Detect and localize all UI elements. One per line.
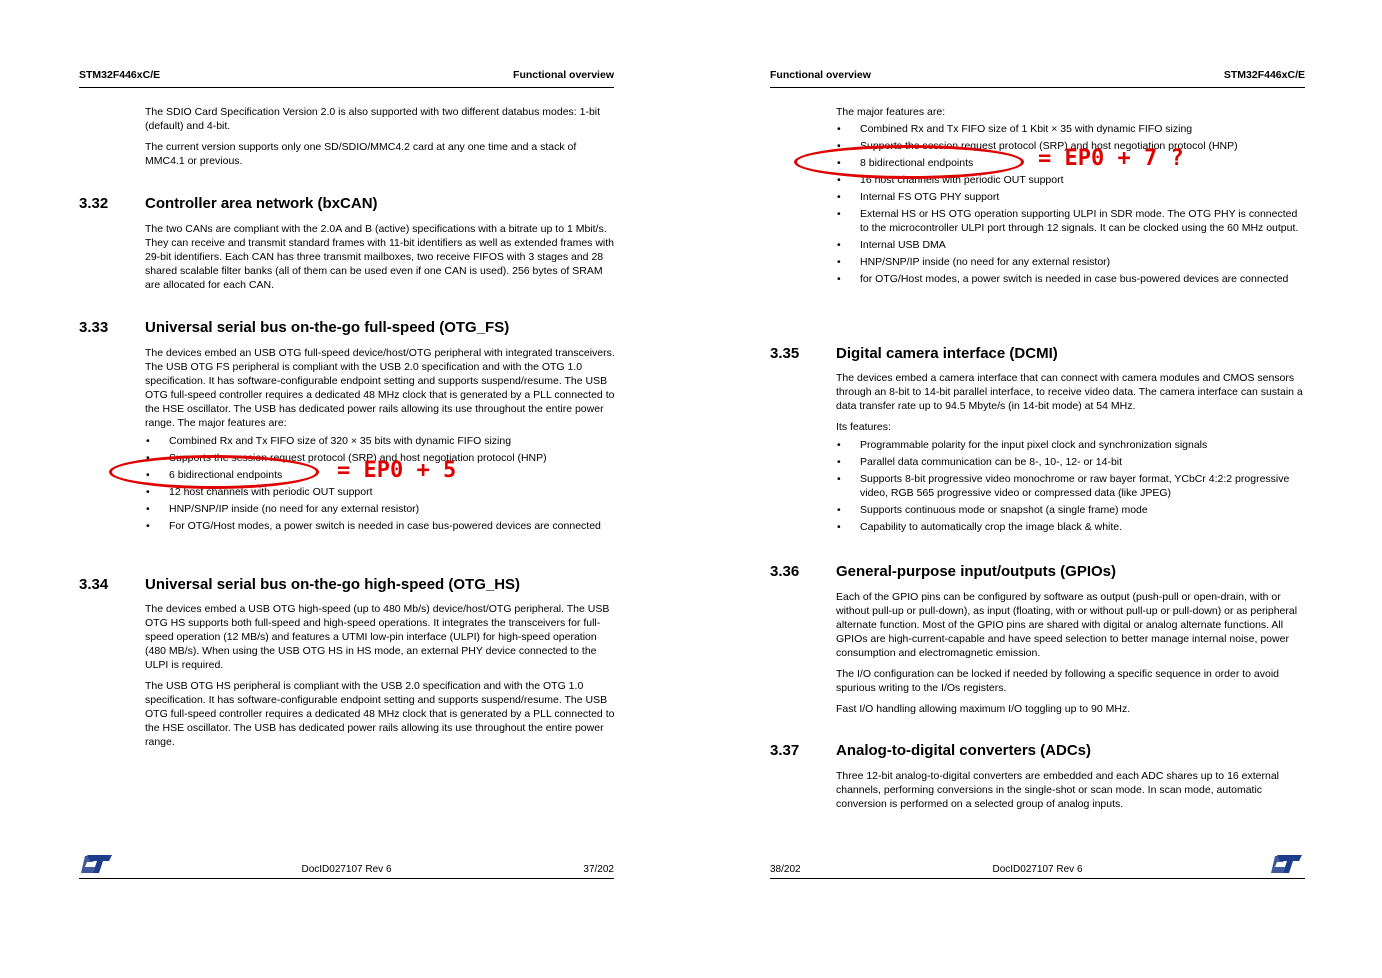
- paragraph: The current version supports only one SD/SDIO/MMC4.2 card at any one time and a stack of MMC4.1 or previous.: [145, 141, 577, 167]
- page-header: [770, 69, 1305, 88]
- page-footer: [770, 852, 1305, 879]
- list-item: • Internal USB DMA: [836, 238, 1306, 252]
- list-item: • 16 host channels with periodic OUT support: [836, 173, 1306, 187]
- page-header: [79, 69, 614, 88]
- paragraph: The two CANs are compliant with the 2.0A and B (active) specifications with a bitrate up to 1 Mbit/s. They can receive and transmit standard frames with 11-bit identifiers as well as extended frames with 29-bit identifiers. Each CAN has three transmit mailboxes, two receive FIFOS with 3 stages and 28 shared scalable filter banks (all of them can be used even if one CAN is used). 256 bytes of SRAM are allocated for each CAN.: [145, 223, 615, 291]
- header-section: Functional overview: [770, 69, 871, 81]
- otg-hs-text: [145, 602, 615, 749]
- otg-hs-features: [836, 105, 1306, 286]
- page-number: 38/202: [770, 864, 801, 875]
- annotation-note: = EP0 + 5: [337, 458, 457, 483]
- section-title: Universal serial bus on-the-go high-speed (OTG_HS): [145, 576, 521, 593]
- list-item: • Internal FS OTG PHY support: [836, 190, 1306, 204]
- section-number: 3.33: [79, 319, 109, 336]
- page-footer: [79, 852, 614, 879]
- can-text: [145, 222, 615, 292]
- page-number: 37/202: [583, 864, 614, 875]
- header-section: Functional overview: [513, 69, 614, 81]
- paragraph: The devices embed a camera interface that can connect with camera modules and CMOS sensors through an 8-bit to 14-bit parallel interface, to receive video data. The camera interface can sustain a data transfer rate up to 94.5 Mbyte/s (in 14-bit mode) at 54 MHz.: [836, 372, 1303, 412]
- section-heading: [770, 345, 1305, 365]
- annotation-circle: [794, 145, 1024, 179]
- list-item: • 12 host channels with periodic OUT support: [145, 485, 615, 499]
- section-title: Universal serial bus on-the-go full-speed (OTG_FS): [145, 319, 510, 336]
- right-page: [770, 0, 1305, 978]
- section-title: General-purpose input/outputs (GPIOs): [836, 563, 1117, 580]
- list-item: • Supports the session request protocol (SRP) and host negotiation protocol (HNP): [836, 139, 1306, 153]
- section-heading: [79, 195, 614, 215]
- section-number: 3.36: [770, 563, 800, 580]
- list-item: • Combined Rx and Tx FIFO size of 320 × 35 bits with dynamic FIFO sizing: [145, 434, 615, 448]
- list-item: • for OTG/Host modes, a power switch is needed in case bus-powered devices are connected: [836, 272, 1306, 286]
- section-heading: [79, 319, 614, 339]
- gpio-text: [836, 590, 1306, 716]
- list-item: • Supports 8-bit progressive video monochrome or raw bayer format, YCbCr 4:2:2 progressive video, RGB 565 progressive video or compressed data (like JPEG): [836, 472, 1306, 500]
- section-number: 3.34: [79, 576, 109, 593]
- list-item: • Parallel data communication can be 8-, 10-, 12- or 14-bit: [836, 455, 1306, 469]
- header-product: STM32F446xC/E: [79, 69, 161, 81]
- header-product: STM32F446xC/E: [1223, 69, 1305, 81]
- list-item: • Supports continuous mode or snapshot (a single frame) mode: [836, 503, 1306, 517]
- list-item: • HNP/SNP/IP inside (no need for any external resistor): [145, 502, 615, 516]
- paragraph: Its features:: [836, 421, 891, 433]
- paragraph: The major features are:: [836, 106, 946, 118]
- section-title: Digital camera interface (DCMI): [836, 345, 1058, 362]
- sdio-text: [145, 105, 615, 168]
- section-number: 3.37: [770, 742, 800, 759]
- paragraph: The USB OTG HS peripheral is compliant with the USB 2.0 specification and with the OTG 1.0 specification. It has software-configurable endpoint setting and supports suspend/resume. The USB OTG full-speed controller requires a dedicated 48 MHz clock that is generated by a PLL connected to the HSE oscillator. The USB has dedicated power rails allowing its use throughout the entire power range.: [145, 680, 615, 748]
- paragraph: The I/O configuration can be locked if needed by following a specific sequence in order to avoid spurious writing to the I/Os registers.: [836, 668, 1280, 694]
- paragraph: Each of the GPIO pins can be configured by software as output (push-pull or open-drain, with or without pull-up or pull-down), as input (floating, with or without pull-up or pull-down) or as peripheral alternate function. Most of the GPIO pins are shared with digital or analog alternate functions. All GPIOs are high-current-capable and have speed selection to better manage internal noise, power consumption and electromagnetic emission.: [836, 591, 1298, 659]
- paragraph: The SDIO Card Specification Version 2.0 is also supported with two different databus modes: 1-bit (default) and 4-bit.: [145, 106, 601, 132]
- list-item: • For OTG/Host modes, a power switch is needed in case bus-powered devices are connected: [145, 519, 615, 533]
- list-item: • Programmable polarity for the input pixel clock and synchronization signals: [836, 438, 1306, 452]
- doc-id: DocID027107 Rev 6: [992, 864, 1083, 875]
- list-item: • External HS or HS OTG operation supporting ULPI in SDR mode. The OTG PHY is connected to the microcontroller ULPI port through 12 signals. It can be clocked using the 60 MHz output.: [836, 207, 1306, 235]
- annotation-circle: [109, 455, 319, 489]
- section-number: 3.35: [770, 345, 800, 362]
- paragraph: The devices embed a USB OTG high-speed (up to 480 Mb/s) device/host/OTG peripheral. The USB OTG HS supports both full-speed and high-speed operations. It integrates the transceivers for full-speed operation (12 MB/s) and features a UTMI low-pin interface (ULPI) for high-speed operation (480 MB/s). When using the USB OTG HS in HS mode, an external PHY device connected to the ULPI is required.: [145, 603, 610, 671]
- doc-id: DocID027107 Rev 6: [301, 864, 392, 875]
- paragraph: Three 12-bit analog-to-digital converters are embedded and each ADC shares up to 16 external channels, performing conversions in the single-shot or scan mode. In scan mode, automatic conversion is performed on a selected group of analog inputs.: [836, 770, 1280, 810]
- list-item: • 8 bidirectional endpoints: [836, 156, 1306, 170]
- list-item: • Supports the session request protocol (SRP) and host negotiation protocol (HNP): [145, 451, 615, 465]
- paragraph: Fast I/O handling allowing maximum I/O toggling up to 90 MHz.: [836, 703, 1131, 715]
- list-item: • Combined Rx and Tx FIFO size of 1 Kbit × 35 with dynamic FIFO sizing: [836, 122, 1306, 136]
- paragraph: The devices embed an USB OTG full-speed device/host/OTG peripheral with integrated transceivers. The USB OTG FS peripheral is compliant with the USB 2.0 specification and with the OTG 1.0 specification. It has software-configurable endpoint setting and supports suspend/resume. The USB OTG full-speed controller requires a dedicated 48 MHz clock that is generated by a PLL connected to the HSE oscillator. The USB has dedicated power rails allowing its use throughout the entire power range. The major features are:: [145, 347, 615, 429]
- feature-list: [836, 438, 1306, 534]
- list-item: • 6 bidirectional endpoints: [145, 468, 615, 482]
- list-item: • Capability to automatically crop the image black & white.: [836, 520, 1306, 534]
- dcmi-text: [836, 371, 1306, 534]
- section-heading: [770, 563, 1305, 583]
- left-page: [79, 0, 614, 978]
- section-heading: [770, 742, 1305, 762]
- annotation-note: = EP0 + 7 ?: [1038, 146, 1184, 171]
- otg-fs-text: [145, 346, 615, 533]
- adc-text: [836, 769, 1306, 811]
- list-item: • HNP/SNP/IP inside (no need for any external resistor): [836, 255, 1306, 269]
- section-heading: [79, 576, 614, 596]
- section-title: Analog-to-digital converters (ADCs): [836, 742, 1092, 759]
- st-logo-icon: [1271, 854, 1303, 874]
- section-number: 3.32: [79, 195, 109, 212]
- section-title: Controller area network (bxCAN): [145, 195, 378, 212]
